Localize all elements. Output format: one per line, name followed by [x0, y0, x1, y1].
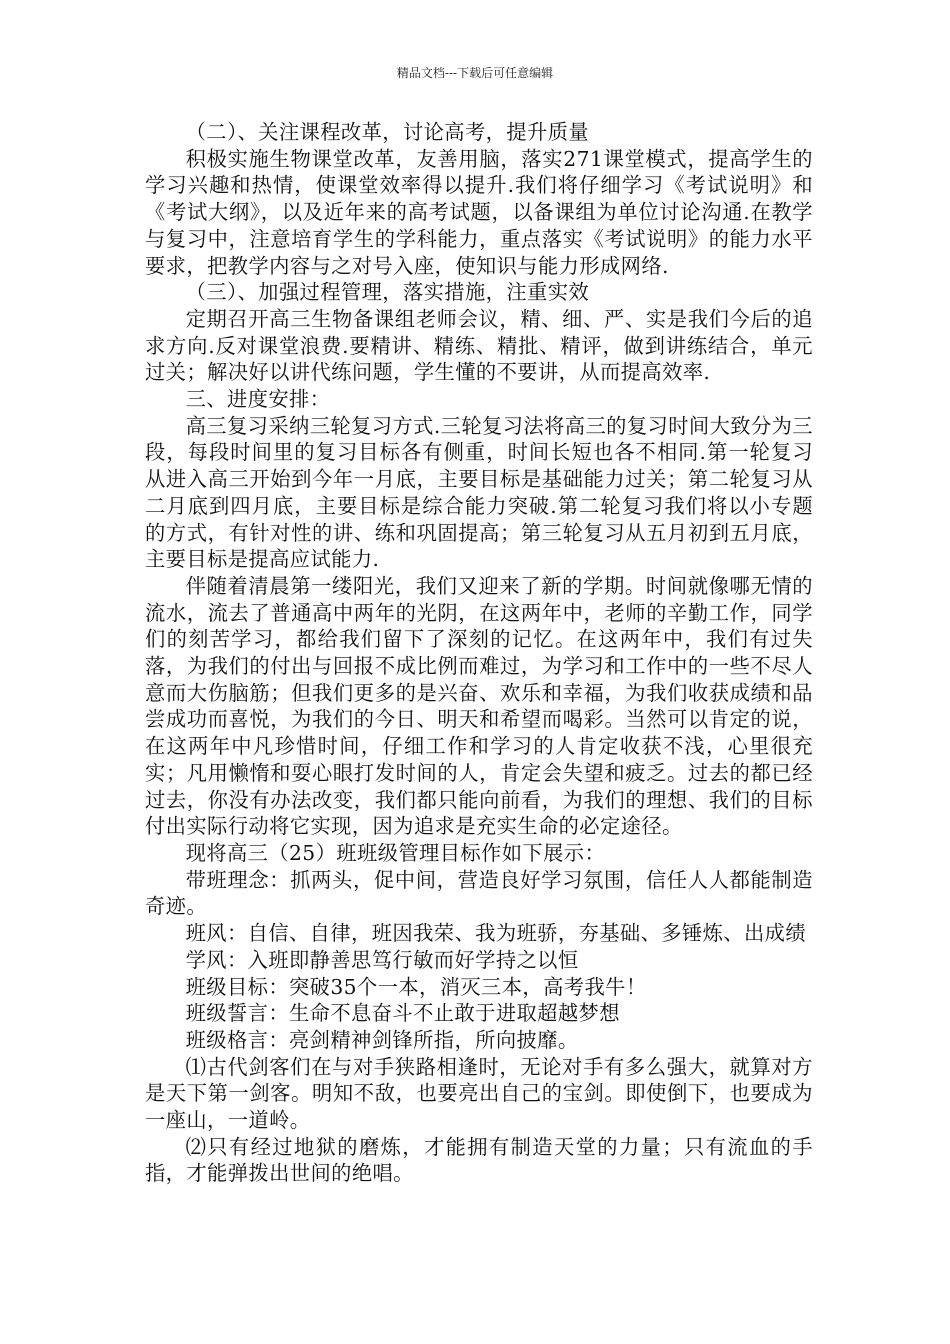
- paragraph-new-semester: 伴随着清晨第一缕阳光，我们又迎来了新的学期。时间就像哪无情的流水，流去了普通高中两年的光阴，在这两年中，老师的辛勤工作，同学们的刻苦学习，都给我们留下了深刻的记忆。在这两年中，我们有过失落，为我们的付出与回报不成比例而难过，为学习和工作中的一些不尽人意而大伤脑筋；但我们更多的是兴奋、欢乐和幸福，为我们收获成绩和品尝成功而喜悦，为我们的今日、明天和希望而喝彩。当然可以肯定的说，在这两年中凡珍惜时间，仔细工作和学习的人肯定收获不浅，心里很充实；凡用懒惰和耍心眼打发时间的人，肯定会失望和疲乏。过去的都已经过去，你没有办法改变，我们都只能向前看，为我们的理想、我们的目标付出实际行动将它实现，因为追求是充实生命的必定途径。: [145, 573, 813, 839]
- section-heading-process-management: （三）、加强过程管理，落实措施，注重实效: [185, 280, 590, 305]
- paragraph-lesson-group-meetings: 定期召开高三生物备课组老师会议，精、细、严、实是我们今后的追求方向.反对课堂浪费.要精讲、精练、精批、精评，做到讲练结合，单元过关；解决好以讲代练问题，学生懂的不要讲，从而提高效率.: [145, 306, 813, 385]
- paragraph-motto-point-2: ⑵只有经过地狱的磨炼，才能拥有制造天堂的力量；只有流血的手指，才能弹拨出世间的绝唱。: [145, 1134, 813, 1186]
- paragraph-classroom-reform: 积极实施生物课堂改革，友善用脑，落实271课堂模式，提高学生的学习兴趣和热情，使课堂效率得以提升.我们将仔细学习《考试说明》和《考试大纲》，以及近年来的高考试题，以备课组为单位讨论沟通.在教学与复习中，注意培育学生的学科能力，重点落实《考试说明》的能力水平要求，把教学内容与之对号入座，使知识与能力形成网络.: [145, 146, 813, 278]
- document-body: [145, 119, 813, 1187]
- paragraph-class-spirit: 班风：自信、自律，班因我荣、我为班骄，夯基础、多锤炼、出成绩: [185, 921, 807, 946]
- paragraph-motto-point-1: ⑴古代剑客们在与对手狭路相逢时，无论对手有多么强大，就算对方是天下第一剑客。明知不敌，也要亮出自己的宝剑。即使倒下，也要成为一座山，一道岭。: [145, 1054, 813, 1133]
- paragraph-class-goals-intro: 现将高三（25）班班级管理目标作如下展示：: [185, 840, 606, 865]
- paragraph-teaching-philosophy: 带班理念：抓两头，促中间，营造良好学习氛围，信任人人都能制造奇迹。: [145, 867, 813, 919]
- section-heading-curriculum-reform: （二）、关注课程改革，讨论高考，提升质量: [185, 120, 590, 144]
- paragraph-three-round-review: 高三复习采纳三轮复习方式.三轮复习法将高三的复习时间大致分为三段，每段时间里的复习目标各有侧重，时间长短也各不相同.第一轮复习从进入高三开始到今年一月底，主要目标是基础能力过关；第二轮复习从二月底到四月底，主要目标是综合能力突破.第二轮复习我们将以小专题的方式，有针对性的讲、练和巩固提高；第三轮复习从五月初到五月底，主要目标是提高应试能力.: [145, 413, 813, 572]
- paragraph-study-style: 学风：入班即静善思笃行敏而好学持之以恒: [185, 947, 579, 972]
- paragraph-class-target: 班级目标：突破35个一本，消灭三本，高考我牛！: [185, 974, 647, 999]
- paragraph-class-motto: 班级格言：亮剑精神剑锋所指，所向披靡。: [185, 1027, 579, 1052]
- page-header: 精品文档---下载后可任意编辑: [396, 66, 554, 80]
- section-heading-schedule: 三、进度安排：: [185, 387, 331, 412]
- paragraph-class-oath: 班级誓言：生命不息奋斗不止敢于进取超越梦想: [185, 1001, 620, 1026]
